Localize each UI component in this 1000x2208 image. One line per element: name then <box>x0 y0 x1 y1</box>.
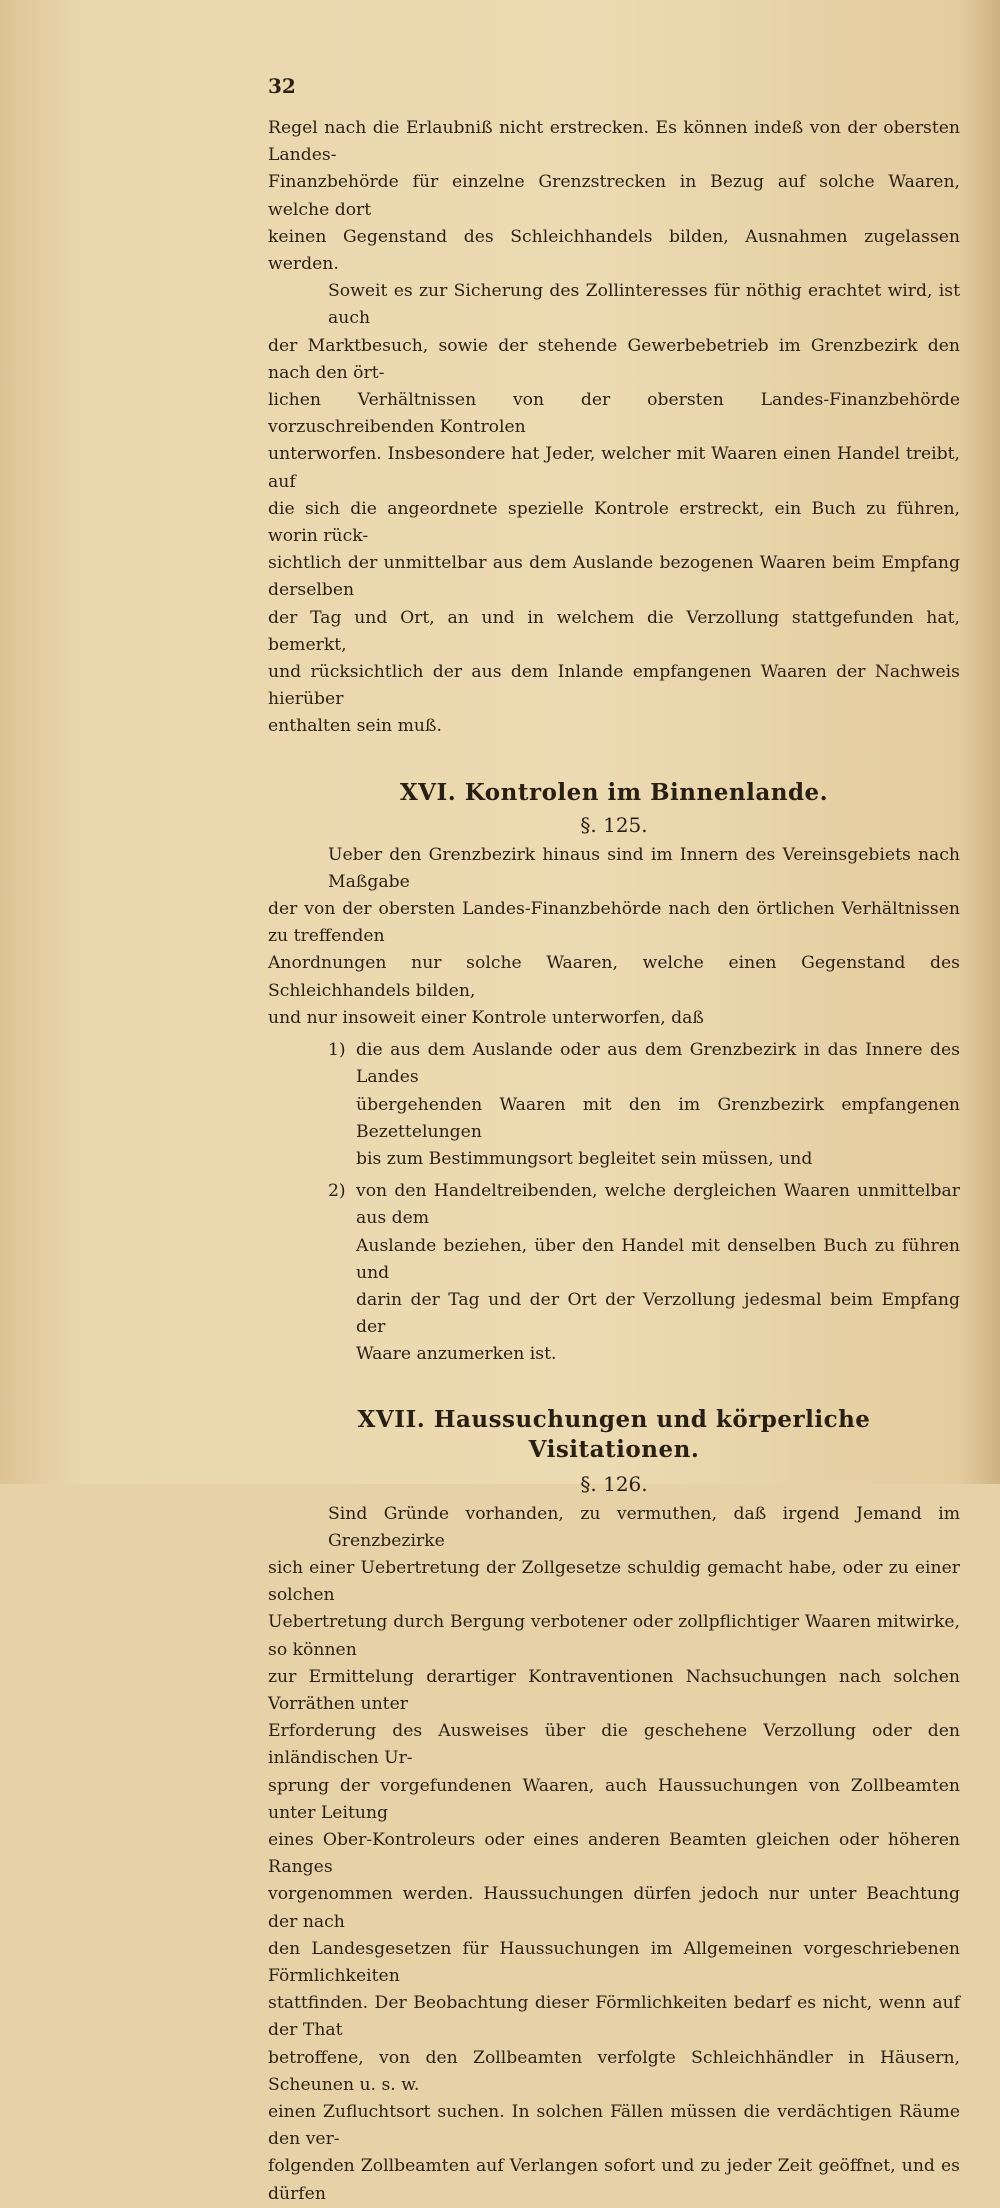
paragraph-continuation <box>268 115 960 278</box>
text-line: Erforderung des Ausweises über die geschehene Verzollung oder den inländischen Ur- <box>268 1721 960 1769</box>
text-line: die aus dem Auslande oder aus dem Grenzbezirk in das Innere des Landes <box>356 1040 960 1088</box>
text-line: folgenden Zollbeamten auf Verlangen sofort und zu jeder Zeit geöffnet, und es dürfen <box>268 2156 960 2204</box>
section-heading-xvii: XVII. Haussuchungen und körperliche Visitationen. <box>357 1405 871 1463</box>
text-line: Regel nach die Erlaubniß nicht erstrecken. Es können indeß von der obersten Landes- <box>268 118 960 166</box>
text-line: zur Ermittelung derartiger Kontraventionen Nachsuchungen nach solchen Vorräthen unter <box>268 1666 960 1714</box>
list-item-2 <box>268 1178 960 1368</box>
text-line: lichen Verhältnissen von der obersten Landes-Finanzbehörde vorzuschreibenden Kontrolen <box>268 390 960 438</box>
list-item-1 <box>268 1037 960 1173</box>
text-line: sich einer Uebertretung der Zollgesetze schuldig gemacht habe, oder zu einer solchen <box>268 1557 960 1606</box>
text-line: und rücksichtlich der aus dem Inlande empfangenen Waaren der Nachweis hierüber <box>268 662 960 710</box>
text-line: darin der Tag und der Ort der Verzollung jedesmal beim Empfang der <box>356 1289 960 1338</box>
paragraph-market-control <box>268 278 960 740</box>
text-line: und nur insoweit einer Kontrole unterworfen, daß <box>268 1007 704 1028</box>
text-line: Ueber den Grenzbezirk hinaus sind im Innern des Vereinsgebiets nach Maßgabe <box>328 844 960 892</box>
text-line: bis zum Bestimmungsort begleitet sein müssen, und <box>356 1148 813 1169</box>
text-line: eines Ober-Kontroleurs oder eines anderen Beamten gleichen oder höheren Ranges <box>268 1829 960 1878</box>
text-line: Auslande beziehen, über den Handel mit denselben Buch zu führen und <box>356 1235 960 1283</box>
text-line: übergehenden Waaren mit den im Grenzbezirk empfangenen Bezettelungen <box>356 1094 960 1142</box>
text-line: Sind Gründe vorhanden, zu vermuthen, daß irgend Jemand im Grenzbezirke <box>328 1503 960 1551</box>
text-line: die sich die angeordnete spezielle Kontrole erstreckt, ein Buch zu führen, worin rück- <box>268 498 960 547</box>
text-line: Waare anzumerken ist. <box>356 1344 557 1365</box>
text-line: einen Zufluchtsort suchen. In solchen Fällen müssen die verdächtigen Räume den ver- <box>268 2102 960 2150</box>
text-line: Soweit es zur Sicherung des Zollinteresses für nöthig erachtet wird, ist auch <box>328 281 960 329</box>
page-body <box>268 115 960 2208</box>
text-line: sichtlich der unmittelbar aus dem Auslande bezogenen Waaren beim Empfang derselben <box>268 553 960 601</box>
text-line: sprung der vorgefundenen Waaren, auch Haussuchungen von Zollbeamten unter Leitung <box>268 1775 960 1823</box>
text-line: der Marktbesuch, sowie der stehende Gewerbebetrieb im Grenzbezirk den nach den ört- <box>268 335 960 383</box>
paragraph-number-125: §. 125. <box>580 812 648 837</box>
text-line: der von der obersten Landes-Finanzbehörde nach den örtlichen Verhältnissen zu treffenden <box>268 899 960 947</box>
list-item-text <box>356 1178 960 1368</box>
text-line: Finanzbehörde für einzelne Grenzstrecken in Bezug auf solche Waaren, welche dort <box>268 172 960 220</box>
paragraph-126 <box>268 1501 960 2208</box>
paragraph-125-intro <box>268 842 960 1032</box>
text-line: stattfinden. Der Beobachtung dieser Förmlichkeiten bedarf es nicht, wenn auf der That <box>268 1993 960 2041</box>
text-line: keinen Gegenstand des Schleichhandels bilden, Ausnahmen zugelassen werden. <box>268 226 960 275</box>
text-line: von den Handeltreibenden, welche dergleichen Waaren unmittelbar aus dem <box>356 1181 960 1229</box>
section-heading-xvi: XVI. Kontrolen im Binnenlande. <box>399 778 829 806</box>
paragraph-number-126: §. 126. <box>580 1471 648 1496</box>
page-number: 32 <box>268 74 296 98</box>
text-line: vorgenommen werden. Haussuchungen dürfen jedoch nur unter Beachtung der nach <box>268 1884 960 1932</box>
list-item-text <box>356 1037 960 1173</box>
text-line: der Tag und Ort, an und in welchem die Verzollung stattgefunden hat, bemerkt, <box>268 607 960 655</box>
text-line: unterworfen. Insbesondere hat Jeder, welcher mit Waaren einen Handel treibt, auf <box>268 444 960 492</box>
text-line: Uebertretung durch Bergung verbotener oder zollpflichtiger Waaren mitwirke, so können <box>268 1612 960 1660</box>
text-line: Anordnungen nur solche Waaren, welche einen Gegenstand des Schleichhandels bilden, <box>268 953 960 1001</box>
text-line: enthalten sein muß. <box>268 716 442 737</box>
list-marker: 2) <box>328 1181 346 1202</box>
text-line: betroffene, von den Zollbeamten verfolgte Schleichhändler in Häusern, Scheunen u. s. w. <box>268 2047 960 2095</box>
list-marker: 1) <box>328 1040 346 1061</box>
text-line: den Landesgesetzen für Haussuchungen im Allgemeinen vorgeschriebenen Förmlichkeiten <box>268 1938 960 1986</box>
